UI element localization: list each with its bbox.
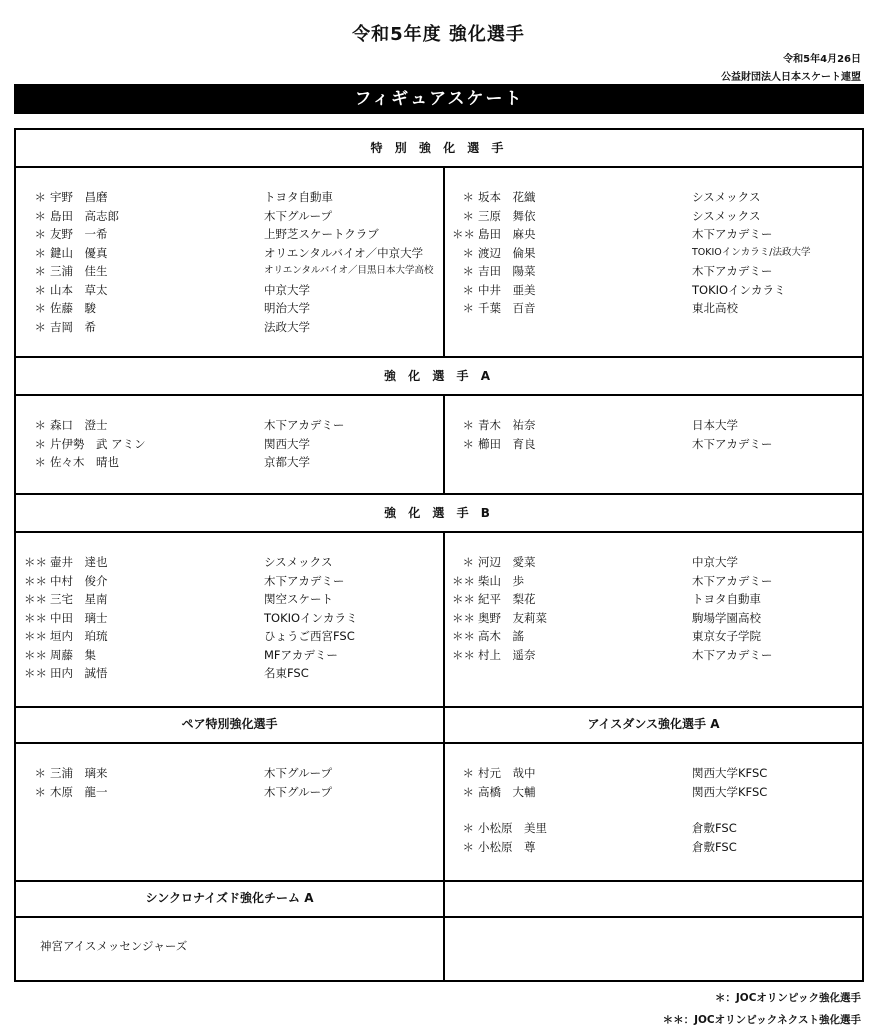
- athlete-mark: ＊: [462, 245, 474, 260]
- column-divider: [443, 394, 445, 493]
- athlete-mark: ＊: [34, 455, 46, 469]
- athlete-row: [452, 609, 857, 628]
- athlete-mark: ＊＊: [452, 227, 475, 241]
- athlete-mark: ＊: [462, 436, 474, 451]
- athlete-mark: ＊＊: [452, 610, 475, 625]
- athlete-name: 島田 麻央: [478, 227, 536, 241]
- athlete-row: [452, 838, 857, 857]
- legend-double-star: ＊＊：JOCオリンピックネクスト強化選手: [662, 1014, 861, 1026]
- athlete-row: [24, 318, 439, 337]
- b-right-list: [452, 553, 857, 664]
- athlete-name: 小松原 尊: [478, 839, 536, 854]
- athlete-name: 小松原 美里: [478, 821, 547, 835]
- divider: [16, 531, 862, 533]
- athlete-row: [24, 609, 439, 628]
- athlete-affiliation: 木下グループ: [264, 766, 333, 780]
- synchro-header: シンクロナイズド強化チーム A: [145, 891, 314, 905]
- athlete-affiliation: 関西大学KFSC: [692, 784, 768, 799]
- athlete-mark: ＊: [462, 784, 474, 799]
- athlete-name: 中田 璃士: [50, 610, 108, 625]
- athlete-mark: ＊: [462, 190, 474, 204]
- special-header: 特 別 強 化 選 手: [370, 141, 508, 155]
- athlete-affiliation: 中京大学: [692, 555, 738, 569]
- b-left-list: [24, 553, 439, 683]
- athlete-affiliation: 関西大学KFSC: [692, 766, 768, 780]
- athlete-mark: ＊: [34, 319, 46, 334]
- athlete-name: 佐藤 駿: [50, 301, 96, 315]
- athlete-row: [24, 553, 439, 572]
- athlete-mark: ＊＊: [452, 629, 475, 643]
- athlete-name: 垣内 珀琉: [50, 629, 108, 643]
- athlete-mark: ＊: [462, 766, 474, 780]
- athlete-name: 中村 俊介: [50, 573, 108, 588]
- athlete-row: [24, 646, 439, 665]
- group-spacer: [452, 801, 857, 819]
- page-title: 令和5年度 強化選手: [352, 24, 525, 45]
- athlete-affiliation: 名東FSC: [264, 666, 309, 680]
- athlete-mark: ＊: [462, 208, 474, 223]
- athlete-name: 渡辺 倫果: [478, 245, 536, 260]
- athlete-name: 友野 一希: [50, 227, 108, 241]
- athlete-mark: ＊: [34, 784, 46, 799]
- athlete-affiliation: 木下グループ: [264, 208, 333, 223]
- athlete-row: [24, 225, 439, 244]
- athlete-mark: ＊＊: [24, 573, 47, 588]
- athlete-row: [452, 627, 857, 646]
- athlete-mark: ＊: [34, 301, 46, 315]
- athlete-mark: ＊: [462, 282, 474, 297]
- b-header: 強 化 選 手 B: [384, 506, 494, 520]
- athlete-row: [452, 590, 857, 609]
- athlete-row: [24, 262, 439, 281]
- athlete-row: [452, 244, 857, 263]
- athlete-row: [24, 783, 439, 802]
- synchro-team: 神宮アイスメッセンジャーズ: [40, 939, 188, 953]
- athlete-affiliation: TOKIOインカラミ: [264, 610, 358, 625]
- athlete-name: 佐々木 晴也: [50, 455, 119, 469]
- athlete-mark: ＊＊: [452, 592, 475, 606]
- athlete-name: 坂本 花織: [478, 190, 536, 204]
- athlete-affiliation: 京都大学: [264, 455, 310, 469]
- athlete-affiliation: シスメックス: [692, 208, 761, 223]
- pair-header: ペア特別強化選手: [181, 717, 278, 731]
- athlete-row: [24, 627, 439, 646]
- athlete-table: [14, 128, 864, 982]
- athlete-mark: ＊: [34, 264, 46, 278]
- divider: [16, 166, 862, 168]
- athlete-mark: ＊＊: [24, 592, 47, 606]
- athlete-mark: ＊: [34, 418, 46, 432]
- athlete-name: 奥野 友莉菜: [478, 610, 547, 625]
- athlete-mark: ＊: [462, 555, 474, 569]
- athlete-affiliation: 木下アカデミー: [692, 573, 773, 588]
- athlete-name: 宇野 昌磨: [50, 190, 108, 204]
- athlete-affiliation: 木下アカデミー: [692, 647, 773, 662]
- athlete-name: 中井 亜美: [478, 282, 536, 297]
- athlete-mark: ＊＊: [24, 647, 47, 662]
- athlete-affiliation: 木下グループ: [264, 784, 333, 799]
- athlete-row: [24, 453, 439, 472]
- issue-date: 令和5年4月26日: [783, 54, 861, 65]
- athlete-affiliation: オリエンタルバイオ／目黒日本大学高校: [264, 265, 434, 276]
- athlete-row: [452, 783, 857, 802]
- athlete-affiliation: 法政大学: [264, 319, 310, 334]
- athlete-name: 櫛田 育良: [478, 436, 536, 451]
- athlete-name: 村上 遥奈: [478, 647, 536, 662]
- legend-single-star: ＊：JOCオリンピック強化選手: [714, 992, 861, 1004]
- athlete-affiliation: 関空スケート: [264, 592, 333, 606]
- athlete-name: 三原 舞依: [478, 208, 536, 223]
- a-left-list: [24, 416, 439, 472]
- athlete-affiliation: トヨタ自動車: [692, 592, 761, 606]
- athlete-affiliation: TOKIOインカラミ/法政大学: [692, 246, 811, 258]
- pair-list: [24, 764, 439, 801]
- special-left-list: [24, 188, 439, 336]
- athlete-row: [452, 764, 857, 783]
- athlete-affiliation: 倉敷FSC: [692, 821, 737, 835]
- athlete-name: 鍵山 優真: [50, 245, 108, 260]
- athlete-affiliation: 東北高校: [692, 301, 738, 315]
- divider: [16, 916, 862, 918]
- athlete-name: 吉田 陽菜: [478, 264, 536, 278]
- athlete-mark: ＊＊: [452, 647, 475, 662]
- athlete-name: 吉岡 希: [50, 319, 96, 334]
- athlete-affiliation: ひょうご西宮FSC: [264, 629, 355, 643]
- athlete-row: [24, 188, 439, 207]
- athlete-row: [452, 553, 857, 572]
- athlete-row: [24, 244, 439, 263]
- athlete-row: [24, 207, 439, 226]
- organization-name: 公益財団法人日本スケート連盟: [721, 72, 861, 83]
- athlete-mark: ＊: [34, 282, 46, 297]
- athlete-name: 柴山 歩: [478, 573, 524, 588]
- athlete-affiliation: 木下アカデミー: [692, 264, 773, 278]
- athlete-affiliation: 木下アカデミー: [264, 573, 345, 588]
- athlete-row: [452, 416, 857, 435]
- athlete-name: 村元 哉中: [478, 766, 536, 780]
- athlete-name: 三宅 星南: [50, 592, 108, 606]
- athlete-row: [24, 664, 439, 683]
- athlete-row: [452, 207, 857, 226]
- athlete-name: 壷井 達也: [50, 555, 108, 569]
- athlete-name: 周藤 集: [50, 647, 96, 662]
- ice-dance-header: アイスダンス強化選手 A: [587, 717, 720, 731]
- divider: [16, 394, 862, 396]
- athlete-row: [452, 572, 857, 591]
- divider: [16, 742, 862, 744]
- athlete-affiliation: シスメックス: [692, 190, 761, 204]
- athlete-row: [452, 435, 857, 454]
- athlete-mark: ＊: [462, 821, 474, 835]
- athlete-affiliation: 木下アカデミー: [692, 227, 773, 241]
- athlete-name: 森口 澄士: [50, 418, 108, 432]
- a-right-list: [452, 416, 857, 453]
- athlete-mark: ＊: [462, 418, 474, 432]
- a-header: 強 化 選 手 A: [384, 369, 494, 383]
- athlete-mark: ＊: [462, 301, 474, 315]
- athlete-affiliation: 日本大学: [692, 418, 738, 432]
- special-right-list: [452, 188, 857, 318]
- athlete-affiliation: オリエンタルバイオ／中京大学: [264, 245, 424, 260]
- athlete-row: [452, 188, 857, 207]
- athlete-mark: ＊: [34, 208, 46, 223]
- athlete-affiliation: MFアカデミー: [264, 647, 338, 662]
- column-divider: [443, 531, 445, 980]
- athlete-name: 木原 龍一: [50, 784, 108, 799]
- athlete-affiliation: 駒場学園高校: [692, 610, 761, 625]
- athlete-affiliation: 中京大学: [264, 282, 310, 297]
- athlete-row: [24, 572, 439, 591]
- athlete-name: 高橋 大輔: [478, 784, 536, 799]
- athlete-affiliation: 倉敷FSC: [692, 839, 737, 854]
- athlete-row: [24, 281, 439, 300]
- athlete-name: 田内 誠悟: [50, 666, 108, 680]
- column-divider: [443, 166, 445, 356]
- athlete-affiliation: 上野芝スケートクラブ: [264, 227, 379, 241]
- athlete-row: [452, 281, 857, 300]
- athlete-name: 島田 高志郎: [50, 208, 119, 223]
- ice-dance-list: [452, 764, 857, 856]
- athlete-name: 青木 祐奈: [478, 418, 536, 432]
- athlete-row: [24, 435, 439, 454]
- athlete-affiliation: 木下アカデミー: [264, 418, 345, 432]
- athlete-mark: ＊: [34, 245, 46, 260]
- athlete-mark: ＊: [34, 766, 46, 780]
- athlete-affiliation: トヨタ自動車: [264, 190, 333, 204]
- athlete-name: 片伊勢 武 アミン: [50, 436, 146, 451]
- athlete-mark: ＊: [34, 436, 46, 451]
- athlete-name: 紀平 梨花: [478, 592, 536, 606]
- athlete-mark: ＊＊: [24, 555, 47, 569]
- athlete-row: [452, 819, 857, 838]
- athlete-mark: ＊: [34, 190, 46, 204]
- athlete-affiliation: 木下アカデミー: [692, 436, 773, 451]
- athlete-affiliation: 東京女子学院: [692, 629, 761, 643]
- athlete-row: [24, 764, 439, 783]
- athlete-name: 三浦 璃来: [50, 766, 108, 780]
- discipline-banner: フィギュアスケート: [14, 84, 864, 114]
- athlete-name: 山本 草太: [50, 282, 108, 297]
- athlete-row: [452, 262, 857, 281]
- athlete-row: [452, 646, 857, 665]
- athlete-affiliation: TOKIOインカラミ: [692, 282, 786, 297]
- athlete-row: [452, 225, 857, 244]
- athlete-name: 三浦 佳生: [50, 264, 108, 278]
- athlete-mark: ＊: [34, 227, 46, 241]
- athlete-affiliation: 関西大学: [264, 436, 310, 451]
- athlete-affiliation: シスメックス: [264, 555, 333, 569]
- athlete-row: [452, 299, 857, 318]
- athlete-mark: ＊: [462, 839, 474, 854]
- athlete-name: 河辺 愛菜: [478, 555, 536, 569]
- athlete-mark: ＊: [462, 264, 474, 278]
- athlete-name: 高木 謠: [478, 629, 524, 643]
- athlete-mark: ＊＊: [452, 573, 475, 588]
- athlete-affiliation: 明治大学: [264, 301, 310, 315]
- athlete-mark: ＊＊: [24, 610, 47, 625]
- athlete-row: [24, 416, 439, 435]
- athlete-row: [24, 590, 439, 609]
- athlete-mark: ＊＊: [24, 666, 47, 680]
- athlete-row: [24, 299, 439, 318]
- athlete-mark: ＊＊: [24, 629, 47, 643]
- athlete-name: 千葉 百音: [478, 301, 536, 315]
